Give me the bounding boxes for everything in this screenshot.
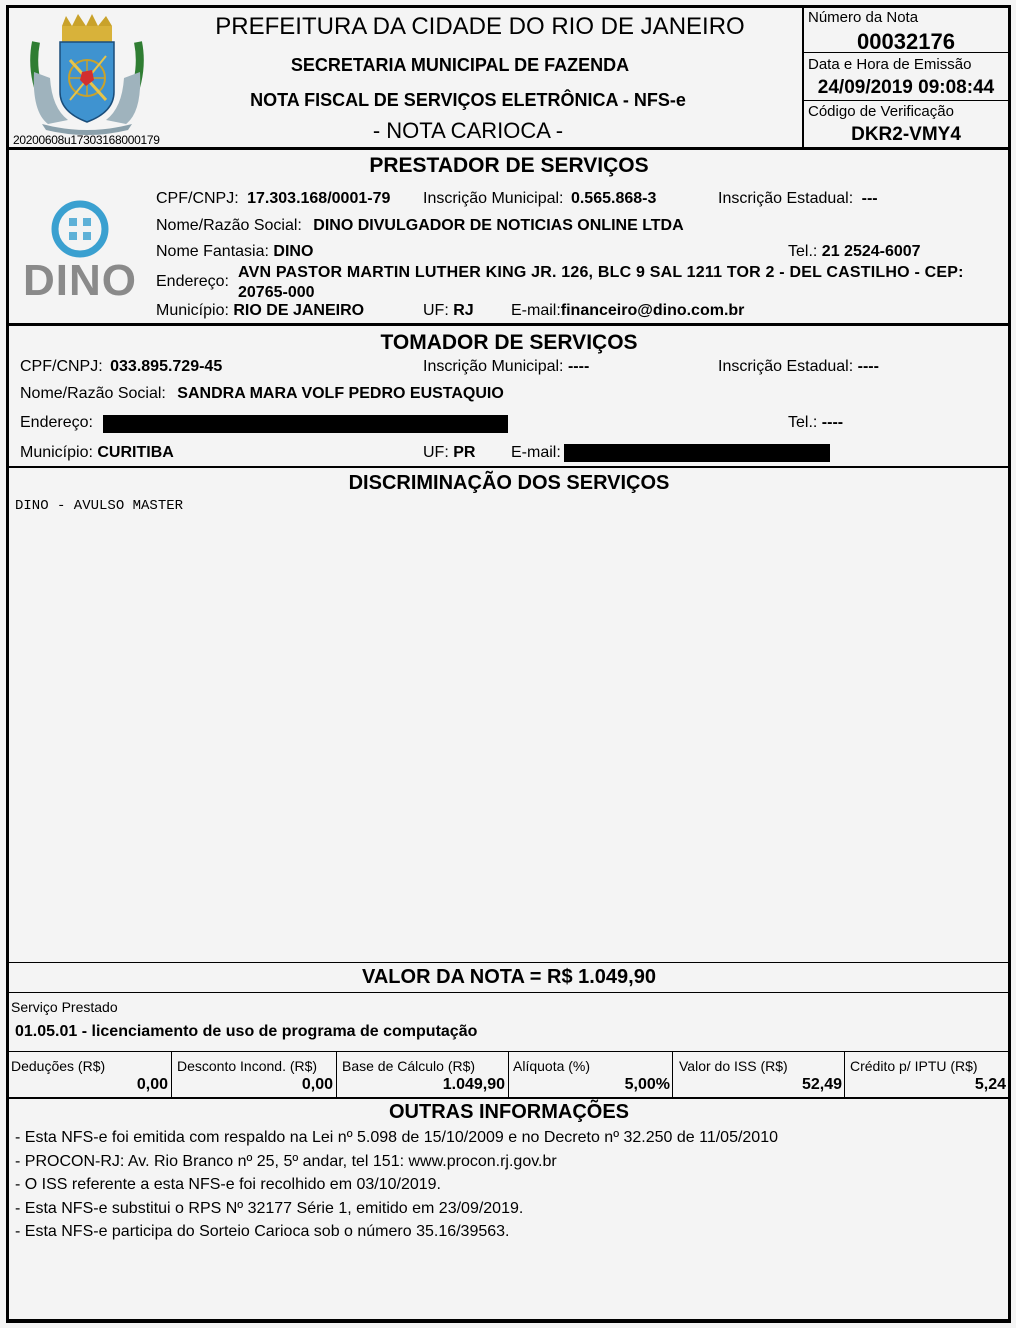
- uf-label: UF:: [423, 302, 449, 319]
- rio-coat-of-arms-icon: [28, 12, 146, 136]
- emissao-value: 24/09/2019 09:08:44: [817, 77, 995, 98]
- prestador-fantasia-row: [156, 243, 313, 261]
- info-line: - PROCON-RJ: Av. Rio Branco nº 25, 5º andar, tel 151: www.procon.rj.gov.br: [15, 1153, 557, 1170]
- tomador-uf-row: [423, 444, 475, 462]
- discriminacao-text: DINO - AVULSO MASTER: [15, 498, 184, 514]
- municipio-label: Município:: [20, 444, 93, 461]
- outras-title: OUTRAS INFORMAÇÕES: [389, 1101, 629, 1123]
- valor-iss-label: Valor do ISS (R$): [679, 1058, 788, 1074]
- aliquota-label: Alíquota (%): [513, 1058, 591, 1074]
- municipio-label: Município:: [156, 302, 229, 319]
- desconto-label: Desconto Incond. (R$): [177, 1058, 318, 1074]
- cell-divider: [336, 1051, 337, 1098]
- municipio-value: RIO DE JANEIRO: [233, 302, 365, 319]
- tomador-im-row: [423, 358, 589, 376]
- tomador-ie-row: [718, 358, 879, 376]
- valor-iss-value: 52,49: [801, 1076, 842, 1093]
- razao-social-label: Nome/Razão Social:: [156, 217, 302, 234]
- prestador-uf-row: [423, 302, 474, 320]
- cell-divider: [672, 1051, 673, 1098]
- tomador-title: TOMADOR DE SERVIÇOS: [380, 331, 638, 354]
- emissao-label: Data e Hora de Emissão: [808, 56, 972, 73]
- inscricao-municipal-value: 0.565.868-3: [570, 190, 657, 207]
- prestador-ie-row: [718, 190, 878, 208]
- inscricao-estadual-value: ---: [861, 190, 878, 207]
- prestador-im-row: [423, 190, 656, 208]
- info-line: - O ISS referente a esta NFS-e foi recolhido em 03/10/2019.: [15, 1176, 441, 1193]
- base-calculo-label: Base de Cálculo (R$): [342, 1058, 476, 1074]
- tomador-email-label: E-mail:: [511, 444, 561, 461]
- section-divider: [6, 466, 1011, 468]
- dino-logo-text: DINO: [23, 256, 137, 305]
- desconto-value: 0,00: [301, 1076, 333, 1093]
- header-secretaria: SECRETARIA MUNICIPAL DE FAZENDA: [290, 55, 630, 75]
- cnpj-value: 033.895.729-45: [110, 358, 223, 375]
- cell-divider: [171, 1051, 172, 1098]
- credito-iptu-value: 5,24: [974, 1076, 1006, 1093]
- header-doc-type: NOTA FISCAL DE SERVIÇOS ELETRÔNICA - NFS-e: [250, 90, 686, 110]
- endereco-label: Endereço:: [156, 273, 229, 290]
- servico-prestado-value: 01.05.01 - licenciamento de uso de programa de computação: [15, 1023, 478, 1040]
- inscricao-municipal-label: Inscrição Municipal:: [423, 358, 564, 375]
- cnpj-label: CPF/CNPJ:: [156, 190, 239, 207]
- endereco-line1: AVN PASTOR MARTIN LUTHER KING JR. 126, BLC 9 SAL 1211 TOR 2 - DEL CASTILHO - CEP:: [238, 264, 964, 281]
- tel-value: ----: [821, 414, 844, 431]
- municipio-value: CURITIBA: [97, 444, 174, 461]
- inscricao-estadual-label: Inscrição Estadual:: [718, 358, 854, 375]
- prestador-municipio-row: [156, 302, 364, 320]
- header-title: PREFEITURA DA CIDADE DO RIO DE JANEIRO: [215, 13, 745, 40]
- tomador-municipio-row: [20, 444, 174, 462]
- prestador-razao-row: [156, 217, 684, 235]
- divider: [802, 100, 1008, 101]
- prestador-cnpj-row: [156, 190, 390, 208]
- section-divider: [6, 323, 1011, 326]
- section-divider: [6, 1097, 1011, 1099]
- servico-prestado-label: Serviço Prestado: [11, 999, 118, 1015]
- redacted-address: [103, 415, 508, 433]
- numero-nota-label: Número da Nota: [808, 9, 919, 26]
- nome-fantasia-label: Nome Fantasia:: [156, 243, 269, 260]
- redacted-email: [564, 444, 830, 462]
- info-line: - Esta NFS-e foi emitida com respaldo na Lei nº 5.098 de 15/10/2009 e no Decreto nº 32.250 de 11/05/2010: [15, 1129, 778, 1146]
- dino-logo: [18, 192, 142, 304]
- inscricao-municipal-value: ----: [567, 358, 590, 375]
- cell-divider: [844, 1051, 845, 1098]
- divider: [6, 992, 1011, 993]
- cell-divider: [508, 1051, 509, 1098]
- inscricao-estadual-value: ----: [857, 358, 879, 375]
- tel-value: 21 2524-6007: [821, 243, 921, 260]
- numero-nota-value: 00032176: [857, 29, 955, 54]
- prestador-email-row: [511, 302, 744, 320]
- base-calculo-value: 1.049,90: [442, 1076, 505, 1093]
- prestador-tel-row: [788, 243, 921, 261]
- razao-social-label: Nome/Razão Social:: [20, 385, 166, 402]
- deducoes-value: 0,00: [136, 1076, 168, 1093]
- email-label: E-mail:: [511, 302, 561, 319]
- tomador-tel-row: [788, 414, 843, 432]
- valor-total: VALOR DA NOTA = R$ 1.049,90: [362, 966, 656, 988]
- inscricao-estadual-label: Inscrição Estadual:: [718, 190, 854, 207]
- razao-social-value: DINO DIVULGADOR DE NOTICIAS ONLINE LTDA: [313, 217, 684, 234]
- section-divider: [6, 962, 1011, 963]
- cnpj-value: 17.303.168/0001-79: [247, 190, 391, 207]
- barcode-number: 20200608u17303168000179: [13, 133, 160, 147]
- codigo-verificacao-label: Código de Verificação: [808, 103, 954, 120]
- credito-iptu-label: Crédito p/ IPTU (R$): [850, 1058, 978, 1074]
- endereco-label: Endereço:: [20, 414, 93, 431]
- prestador-title: PRESTADOR DE SERVIÇOS: [369, 154, 649, 177]
- nome-fantasia-value: DINO: [273, 243, 314, 260]
- cnpj-label: CPF/CNPJ:: [20, 358, 103, 375]
- aliquota-value: 5,00%: [624, 1076, 670, 1093]
- uf-value: RJ: [453, 302, 474, 319]
- info-line: - Esta NFS-e substitui o RPS Nº 32177 Série 1, emitido em 23/09/2019.: [15, 1200, 524, 1217]
- uf-value: PR: [453, 444, 476, 461]
- tel-label: Tel.:: [788, 414, 818, 431]
- discriminacao-title: DISCRIMINAÇÃO DOS SERVIÇOS: [348, 472, 670, 494]
- uf-label: UF:: [423, 444, 449, 461]
- info-line: - Esta NFS-e participa do Sorteio Carioca sob o número 35.16/39563.: [15, 1223, 510, 1240]
- deducoes-label: Deduções (R$): [11, 1058, 106, 1074]
- codigo-verificacao-value: DKR2-VMY4: [851, 124, 961, 145]
- dino-logo-icon: [49, 198, 111, 260]
- razao-social-value: SANDRA MARA VOLF PEDRO EUSTAQUIO: [177, 385, 504, 402]
- endereco-line2: 20765-000: [238, 284, 315, 301]
- header-program: - NOTA CARIOCA -: [372, 118, 564, 143]
- tomador-razao-row: [20, 385, 504, 403]
- inscricao-municipal-label: Inscrição Municipal:: [423, 190, 564, 207]
- section-divider: [6, 147, 1011, 150]
- tel-label: Tel.:: [788, 243, 818, 260]
- tomador-cnpj-row: [20, 358, 222, 376]
- email-value: financeiro@dino.com.br: [560, 302, 745, 319]
